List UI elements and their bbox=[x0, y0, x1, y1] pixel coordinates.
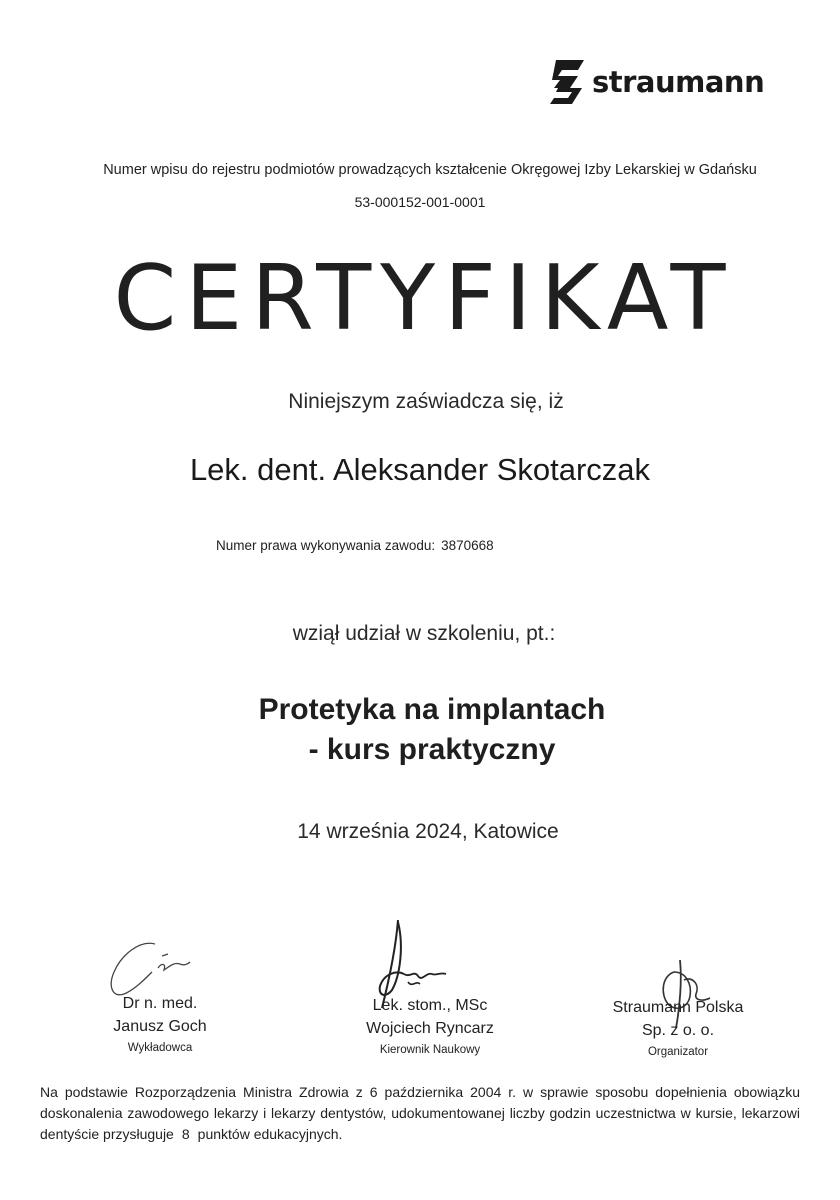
straumann-logo-mark-icon bbox=[548, 58, 588, 108]
signature-title: Straumann Polska bbox=[612, 999, 744, 1016]
course-title bbox=[12, 690, 840, 770]
registry-number: 53-000152-001-0001 bbox=[354, 194, 486, 210]
logo-text: straumann bbox=[592, 65, 765, 99]
signature-title: Lek. stom., MSc bbox=[372, 997, 488, 1014]
signature-name: Wojciech Ryncarz bbox=[366, 1020, 494, 1037]
legal-footer bbox=[40, 1082, 800, 1145]
license-line bbox=[216, 538, 494, 553]
certificate-title: CERTYFIKAT bbox=[113, 246, 735, 351]
signature-role: Kierownik Naukowy bbox=[379, 1044, 481, 1056]
signature-name: Janusz Goch bbox=[113, 1018, 207, 1035]
license-number: 3870668 bbox=[441, 538, 494, 553]
signature-block-scientific-head bbox=[340, 994, 520, 1056]
registry-label: Numer wpisu do rejestru podmiotów prowadzących kształcenie Okręgowej Izby Lekarskiej w Gdańsku bbox=[103, 162, 757, 178]
education-points: 8 bbox=[181, 1126, 190, 1142]
footer-suffix: punktów edukacyjnych. bbox=[197, 1126, 343, 1142]
attestation-text: Niniejszym zaświadcza się, iż bbox=[288, 390, 564, 413]
signature-name: Sp. z o. o. bbox=[641, 1022, 715, 1039]
signature-block-organizer bbox=[598, 996, 758, 1058]
signature-title: Dr n. med. bbox=[122, 995, 198, 1012]
signature-block-lecturer bbox=[80, 992, 240, 1054]
signature-role: Organizator bbox=[647, 1046, 709, 1058]
course-title-line-2: - kurs praktyczny bbox=[308, 733, 556, 766]
signature-role: Wykładowca bbox=[127, 1042, 193, 1054]
participation-text: wziął udział w szkoleniu, pt.: bbox=[292, 622, 556, 645]
footer-text: Na podstawie Rozporządzenia Ministra Zdrowia z 6 października 2004 r. w sprawie sposobu dopełnienia obowiązku doskonalenia zawodowego lekarzy i lekarzy dentystów, udokumentowanej liczby godzin uczestnictwa w kursie, lekarzowi dentyście przysługuje bbox=[40, 1084, 800, 1142]
date-place: 14 września 2024, Katowice bbox=[297, 820, 559, 843]
straumann-logo bbox=[548, 58, 764, 108]
recipient-name: Lek. dent. Aleksander Skotarczak bbox=[189, 452, 651, 487]
license-label: Numer prawa wykonywania zawodu: bbox=[216, 538, 436, 553]
course-title-line-1: Protetyka na implantach bbox=[258, 693, 606, 726]
